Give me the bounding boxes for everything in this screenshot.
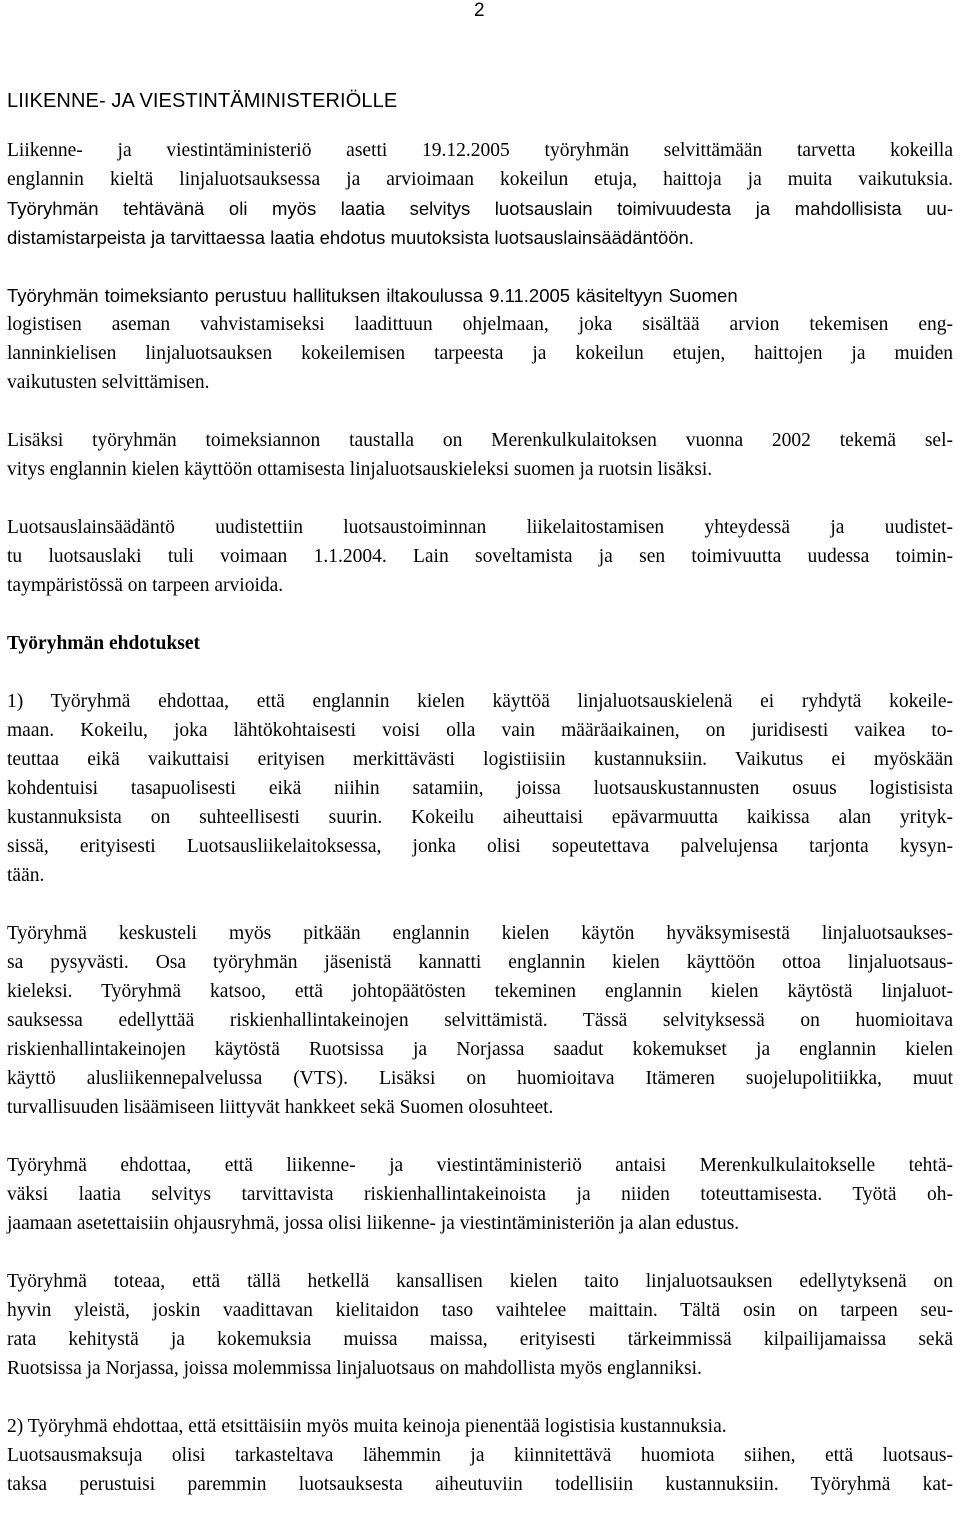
legislation-paragraph <box>7 513 953 600</box>
proposal-study-paragraph <box>7 1151 953 1238</box>
paragraph-line: turvallisuuden lisäämiseen liittyvät hankkeet sekä Suomen olosuhteet. <box>7 1097 554 1118</box>
paragraph-line: Luotsauslainsäädäntö uudistettiin luotsaustoiminnan liikelaitostamisen yhteydessä ja uudistet- <box>7 517 953 538</box>
paragraph-line: 2) Työryhmä ehdottaa, että etsittäisiin myös muita keinoja pienentää logistisia kustannuksia. <box>7 1416 727 1437</box>
proposal-1-paragraph <box>7 687 953 890</box>
paragraph-line: taksa perustuisi paremmin luotsauksesta aiheutuviin todellisiin kustannuksiin. Työryhmä kat- <box>7 1474 953 1495</box>
paragraph-line: rata kehitystä ja kokemuksia muissa maissa, erityisesti tärkeimmissä kilpailijamaissa sekä <box>7 1329 953 1350</box>
proposal-language-paragraph <box>7 1267 953 1383</box>
paragraph-line: maan. Kokeilu, joka lähtökohtaisesti voisi olla vain määräaikainen, on juridisesti vaikea to- <box>7 720 953 741</box>
proposal-2-paragraph <box>7 1412 953 1499</box>
page-number: 2 <box>474 0 485 21</box>
paragraph-line: Työryhmä toteaa, että tällä hetkellä kansallisen kielen taito linjaluotsauksen edellytyksenä on <box>7 1271 953 1292</box>
paragraph-line: riskienhallintakeinojen käytöstä Ruotsissa ja Norjassa saadut kokemukset ja englannin kielen <box>7 1039 953 1060</box>
paragraph-line: taympäristössä on tarpeen arvioida. <box>7 575 284 596</box>
paragraph-line: 1) Työryhmä ehdottaa, että englannin kielen käyttöä linjaluotsauskielenä ei ryhdytä kokeile- <box>7 691 953 712</box>
mandate-paragraph <box>7 281 953 397</box>
paragraph-line: Työryhmä keskusteli myös pitkään englannin kielen käytön hyväksymisestä linjaluotsaukses- <box>7 923 953 944</box>
paragraph-line: kieleksi. Työryhmä katsoo, että johtopäätösten tekeminen englannin kielen käytöstä linjaluot- <box>7 981 953 1002</box>
paragraph-line: kohdentuisi tasapuolisesti eikä niihin satamiin, joissa luotsauskustannusten osuus logistisista <box>7 778 953 799</box>
paragraph-line: lanninkielisen linjaluotsauksen kokeilemisen tarpeesta ja kokeilun etujen, haittojen ja muiden <box>7 343 953 364</box>
paragraph-line: sauksessa edellyttää riskienhallintakeinojen selvittämistä. Tässä selvityksessä on huomioitava <box>7 1010 953 1031</box>
background-paragraph <box>7 426 953 484</box>
paragraph-line: sa pysyvästi. Osa työryhmän jäsenistä kannatti englannin kielen käyttöön ottoa linjaluotsaus- <box>7 952 953 973</box>
paragraph-line: logistisen aseman vahvistamiseksi laadittuun ohjelmaan, joka sisältää arvion tekemisen eng- <box>7 314 953 335</box>
paragraph-line: tu luotsauslaki tuli voimaan 1.1.2004. Lain soveltamista ja sen toimivuutta uudessa toimin- <box>7 546 953 567</box>
paragraph-line: Luotsausmaksuja olisi tarkasteltava lähemmin ja kiinnitettävä huomiota siihen, että luotsaus- <box>7 1445 953 1466</box>
paragraph-line: vaikutusten selvittämisen. <box>7 372 210 393</box>
paragraph-line: käyttö alusliikennepalvelussa (VTS). Lisäksi on huomioitava Itämeren suojelupolitiikka, muut <box>7 1068 953 1089</box>
paragraph-line: Liikenne- ja viestintäministeriö asetti 19.12.2005 työryhmän selvittämään tarvetta kokeilla <box>7 140 953 161</box>
paragraph-line: Ruotsissa ja Norjassa, joissa molemmissa linjaluotsaus on mahdollista myös englanniksi. <box>7 1358 702 1379</box>
paragraph-line: Työryhmän toimeksianto perustuu hallituksen iltakoulussa 9.11.2005 käsiteltyyn Suomen <box>7 285 738 306</box>
document-body <box>7 88 953 1499</box>
paragraph-line: kustannuksista on suhteellisesti suurin. Kokeilu aiheuttaisi epävarmuutta kaikissa alan yrityk- <box>7 807 953 828</box>
proposal-discussion-paragraph <box>7 919 953 1122</box>
intro-paragraph <box>7 136 953 252</box>
paragraph-line: englannin kieltä linjaluotsauksessa ja arvioimaan kokeilun etuja, haittoja ja muita vaikutuksia. <box>7 169 953 190</box>
paragraph-line: distamistarpeista ja tarvittaessa laatia ehdotus muutoksista luotsauslainsäädäntöön. <box>7 227 694 248</box>
paragraph-line: vitys englannin kielen käyttöön ottamisesta linjaluotsauskieleksi suomen ja ruotsin lisäksi. <box>7 459 713 480</box>
addressee-heading: LIIKENNE- JA VIESTINTÄMINISTERIÖLLE <box>7 90 398 112</box>
paragraph-line: Työryhmä ehdottaa, että liikenne- ja viestintäministeriö antaisi Merenkulkulaitokselle tehtä- <box>7 1155 953 1176</box>
paragraph-line: teuttaa eikä vaikuttaisi erityisen merkittävästi logistiisiin kustannuksiin. Vaikutus ei myöskään <box>7 749 953 770</box>
paragraph-line: hyvin yleistä, joskin vaadittavan kielitaidon taso vaihtelee maittain. Tältä osin on tarpeen seu- <box>7 1300 953 1321</box>
paragraph-line: väksi laatia selvitys tarvittavista riskienhallintakeinoista ja niiden toteuttamisesta. Työtä oh- <box>7 1184 953 1205</box>
paragraph-line: tään. <box>7 865 45 886</box>
paragraph-line: Työryhmän tehtävänä oli myös laatia selvitys luotsauslain toimivuudesta ja mahdollisista uu- <box>7 198 953 219</box>
paragraph-line: sissä, erityisesti Luotsausliikelaitoksessa, jonka olisi sopeutettava palvelujensa tarjonta kysyn- <box>7 836 953 857</box>
paragraph-line: Lisäksi työryhmän toimeksiannon taustalla on Merenkulkulaitoksen vuonna 2002 tekemä sel- <box>7 430 953 451</box>
section-heading: Työryhmän ehdotukset <box>7 633 201 654</box>
paragraph-line: jaamaan asetettaisiin ohjausryhmä, jossa olisi liikenne- ja viestintäministeriön ja alan edustus. <box>7 1213 740 1234</box>
